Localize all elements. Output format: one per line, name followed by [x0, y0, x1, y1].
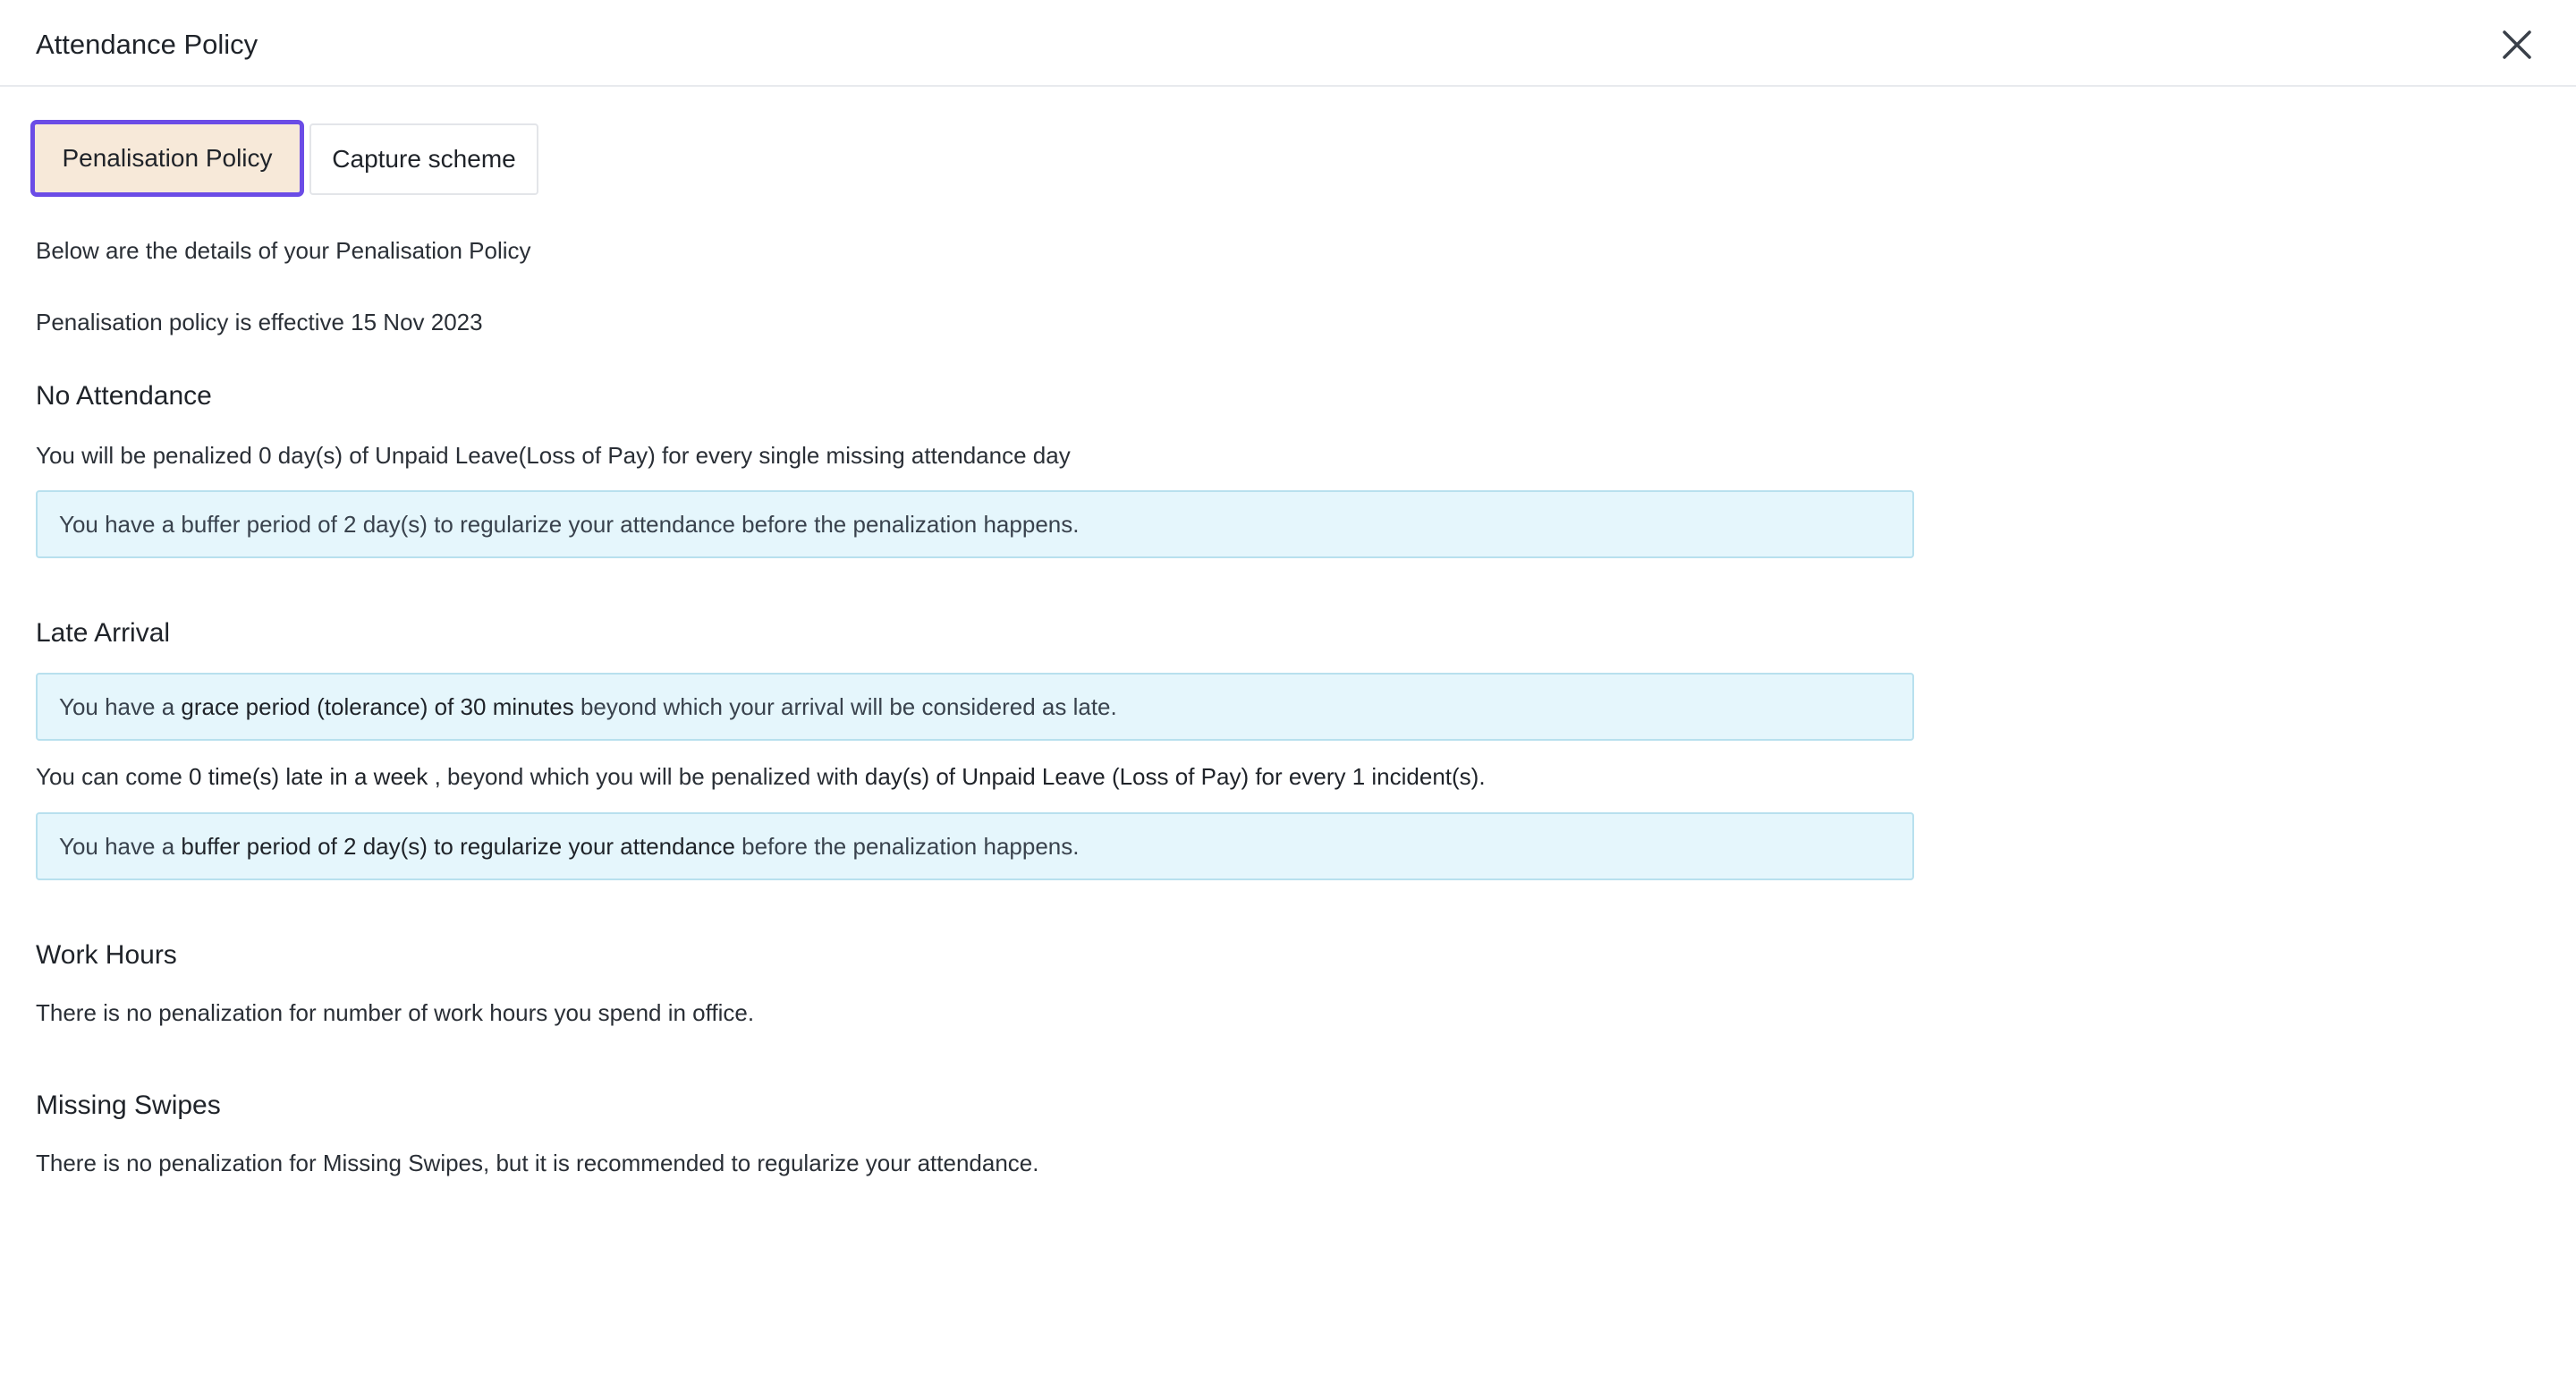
buffer-suffix: before the penalization happens. — [734, 833, 1080, 860]
close-icon — [2499, 27, 2535, 63]
grace-period-value: grace period (tolerance) of 30 minutes — [181, 693, 574, 720]
no-attendance-heading: No Attendance — [36, 381, 212, 411]
grace-suffix: beyond which your arrival will be considered as late. — [573, 693, 1117, 720]
buffer-period-value: buffer period of 2 day(s) to regularize your attendance — [181, 833, 735, 860]
missing-swipes-text: There is no penalization for Missing Swipes, but it is recommended to regularize your attendance. — [36, 1150, 1039, 1176]
close-button[interactable] — [2499, 27, 2535, 63]
work-hours-heading: Work Hours — [36, 940, 177, 970]
policy-details-intro: Below are the details of your Penalisation Policy — [36, 237, 531, 264]
late-count-value: 0 time(s) late in a week — [189, 763, 428, 790]
missing-swipes-heading: Missing Swipes — [36, 1091, 221, 1120]
tab-capture-scheme[interactable]: Capture scheme — [309, 123, 538, 195]
buffer-prefix: You have a — [59, 833, 182, 860]
work-hours-text: There is no penalization for number of work hours you spend in office. — [36, 999, 755, 1026]
modal-header — [0, 0, 2576, 87]
no-attendance-buffer-info: You have a buffer period of 2 day(s) to regularize your attendance before the penalization happens. — [36, 490, 1914, 558]
no-attendance-penalty-text: You will be penalized 0 day(s) of Unpaid Leave(Loss of Pay) for every single missing attendance day — [36, 442, 1071, 469]
grace-prefix: You have a — [59, 693, 182, 720]
modal-title: Attendance Policy — [36, 29, 258, 60]
late-penalty-value: day(s) of Unpaid Leave (Loss of Pay) for every 1 incident(s). — [864, 763, 1486, 790]
late-arrival-grace-info — [36, 673, 1914, 741]
policy-effective-date: Penalisation policy is effective 15 Nov 2023 — [36, 309, 483, 335]
late-middle: , beyond which you will be penalized with — [428, 763, 865, 790]
late-prefix: You can come — [36, 763, 190, 790]
late-arrival-buffer-info — [36, 812, 1914, 880]
late-arrival-heading: Late Arrival — [36, 618, 171, 648]
late-arrival-penalty-text — [36, 761, 1486, 792]
tab-penalisation-policy[interactable]: Penalisation Policy — [30, 120, 304, 197]
